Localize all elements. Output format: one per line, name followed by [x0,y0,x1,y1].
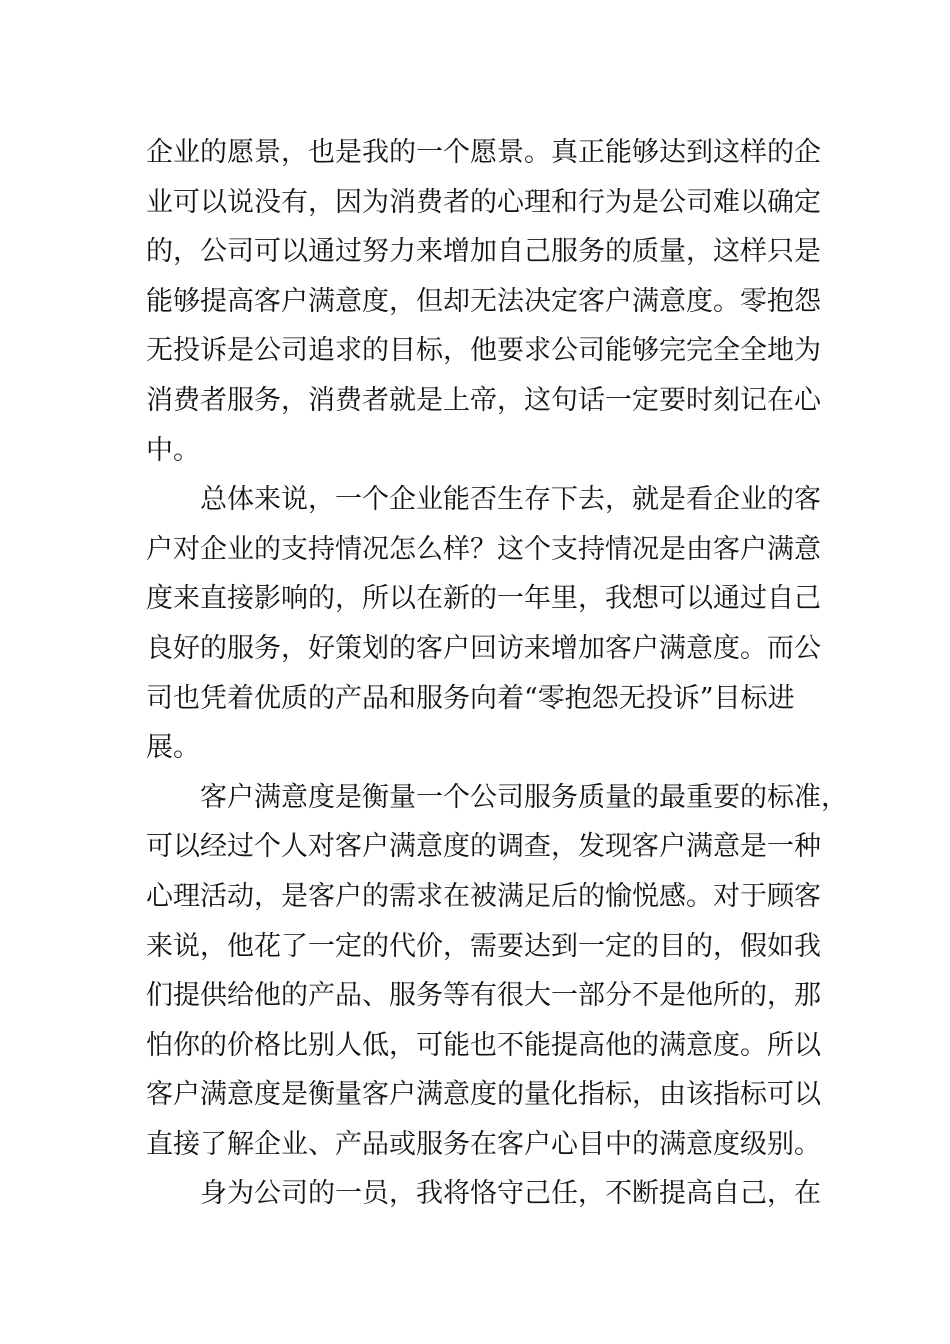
text-line: 度来直接影响的，所以在新的一年里，我想可以通过自己 [146,583,821,615]
paragraph-3 [146,773,848,1170]
text-line: 业可以说没有，因为消费者的心理和行为是公司难以确定 [146,186,821,218]
text-line: 们提供给他的产品、服务等有很大一部分不是他所的，那 [146,980,821,1012]
body-text [146,128,848,1219]
paragraph-4 [146,1169,821,1219]
text-line: 总体来说，一个企业能否生存下去，就是看企业的客 [200,484,821,516]
text-line: 户对企业的支持情况怎么样？这个支持情况是由客户满意 [146,533,821,565]
text-line: 的，公司可以通过努力来增加自己服务的质量，这样只是 [146,236,821,268]
text-line: 来说，他花了一定的代价，需要达到一定的目的，假如我 [146,930,821,962]
text-line: 直接了解企业、产品或服务在客户心目中的满意度级别。 [146,1128,821,1160]
text-line: 客户满意度是衡量一个公司服务质量的最重要的标准， [200,781,848,813]
text-line: 可以经过个人对客户满意度的调查，发现客户满意是一种 [146,831,821,863]
text-line: 身为公司的一员，我将恪守己任，不断提高自己，在 [200,1178,821,1210]
text-line: 心理活动，是客户的需求在被满足后的愉悦感。对于顾客 [146,880,821,912]
text-line: 中。 [146,434,200,466]
text-line: 良好的服务，好策划的客户回访来增加客户满意度。而公 [146,632,821,664]
paragraph-1 [146,128,821,475]
text-line: 怕你的价格比别人低，可能也不能提高他的满意度。所以 [146,1029,821,1061]
text-line: 客户满意度是衡量客户满意度的量化指标，由该指标可以 [146,1079,821,1111]
text-line: 展。 [146,732,200,764]
paragraph-2 [146,475,821,773]
text-line: 能够提高客户满意度，但却无法决定客户满意度。零抱怨 [146,285,821,317]
text-line: 消费者服务，消费者就是上帝，这句话一定要时刻记在心 [146,384,821,416]
text-line: 企业的愿景，也是我的一个愿景。真正能够达到这样的企 [146,137,821,168]
text-line: 司也凭着优质的产品和服务向着“零抱怨无投诉”目标进 [146,682,795,714]
text-line: 无投诉是公司追求的目标，他要求公司能够完完全全地为 [146,335,821,367]
